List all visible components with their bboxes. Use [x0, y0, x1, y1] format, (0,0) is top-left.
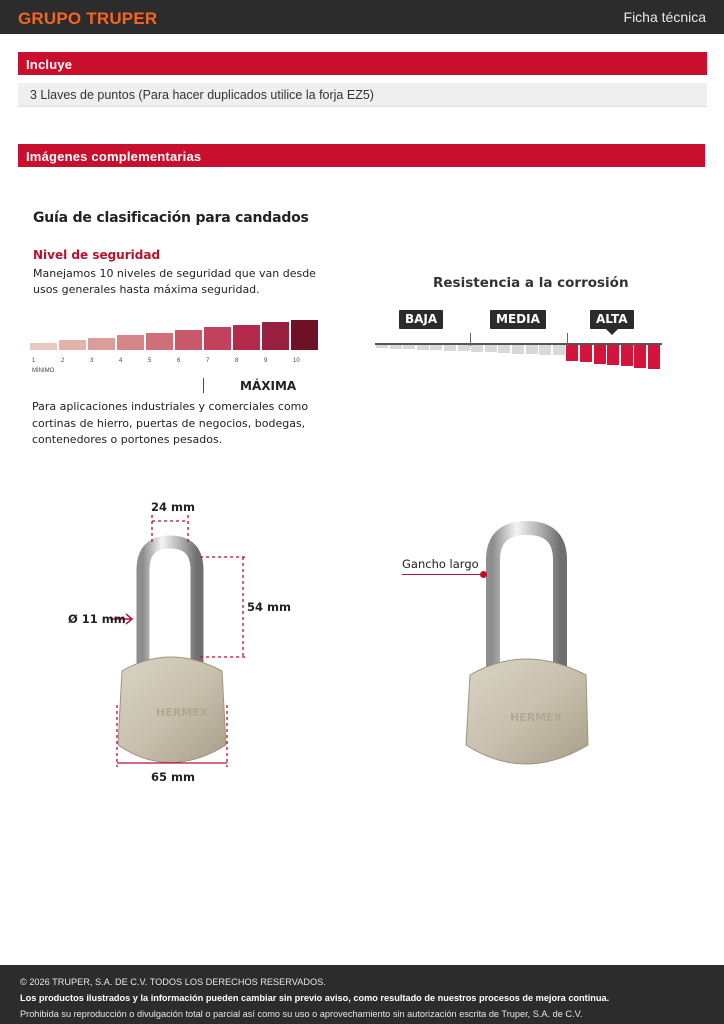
selected-level-description: Para aplicaciones industriales y comerciales como cortinas de hierro, puertas de negocios, bodegas, contenedores o portones pesados. [32, 400, 309, 446]
corrosion-segment [403, 345, 415, 349]
corrosion-segment [648, 345, 660, 369]
security-level-number: 5 [148, 358, 152, 364]
corrosion-segment [498, 345, 510, 353]
padlock-dimensions-illustration [60, 495, 260, 785]
includes-item: 3 Llaves de puntos (Para hacer duplicados utilice la forja EZ5) [18, 83, 707, 107]
includes-section-title: Incluye [18, 52, 707, 75]
security-level-bar [262, 322, 289, 350]
security-level-bar [146, 333, 173, 350]
security-level-bar [233, 325, 260, 350]
corrosion-segment [566, 345, 578, 361]
footer-notice: Los productos ilustrados y la información pueden cambiar sin previo aviso, como resultado de nuestros procesos de mejora continua. [20, 993, 610, 1003]
corrosion-segment [553, 345, 565, 355]
top-bar [0, 0, 724, 34]
footer [0, 965, 724, 1024]
corrosion-segment [485, 345, 497, 352]
brand-embossed-text: HERMEX [156, 706, 209, 719]
corrosion-tag-medium: MEDIA [490, 310, 546, 329]
corrosion-segment [594, 345, 606, 364]
feature-label: Gancho largo [402, 557, 479, 571]
corrosion-segment [376, 345, 388, 348]
feature-callout-line [402, 574, 482, 575]
corrosion-tag-high-label: ALTA [596, 312, 628, 326]
corrosion-segment [580, 345, 592, 362]
corrosion-segment [621, 345, 633, 366]
corrosion-title: Resistencia a la corrosión [433, 275, 629, 291]
security-level-title: Nivel de seguridad [33, 248, 161, 262]
selected-level-marker [203, 378, 204, 393]
footer-copyright: © 2026 TRUPER, S.A. DE C.V. TODOS LOS DERECHOS RESERVADOS. [20, 977, 326, 987]
brand-logo: GRUPO TRUPER [18, 9, 158, 28]
corrosion-divider [470, 333, 471, 346]
security-level-number: 6 [177, 358, 181, 364]
corrosion-segment [458, 345, 470, 351]
corrosion-tag-low: BAJA [399, 310, 443, 329]
security-level-number: 8 [235, 358, 239, 364]
security-level-description: Manejamos 10 niveles de seguridad que van desde usos generales hasta máxima seguridad. [33, 267, 316, 296]
corrosion-segment [539, 345, 551, 355]
guide-title: Guía de clasificación para candados [33, 210, 309, 226]
security-level-number: 10 [293, 358, 300, 364]
complementary-images-title: Imágenes complementarias [18, 144, 705, 167]
shackle-width-label: 24 mm [151, 500, 195, 514]
scale-min-label: MÍNIMO [32, 368, 55, 374]
corrosion-segment [444, 345, 456, 351]
security-level-bar [117, 335, 144, 350]
security-level-number: 4 [119, 358, 123, 364]
footer-legal: Prohibida su reproducción o divulgación total o parcial así como su uso o aprovechamiento sin autorización escrita de Truper, S.A. de C.V. [20, 1009, 583, 1019]
selected-level-label: MÁXIMA [240, 379, 297, 393]
security-level-bar [204, 327, 231, 350]
corrosion-segment [471, 345, 483, 352]
corrosion-divider [567, 333, 568, 346]
corrosion-segment [390, 345, 402, 349]
security-level-number: 2 [61, 358, 65, 364]
corrosion-tag-high [590, 310, 634, 329]
security-level-scale [30, 312, 320, 374]
security-level-bar [59, 340, 86, 350]
corrosion-segment [430, 345, 442, 350]
brand-embossed-text: HERMEX [510, 711, 563, 724]
corrosion-segment [607, 345, 619, 365]
document-type: Ficha técnica [623, 9, 706, 25]
corrosion-segment [512, 345, 524, 354]
security-level-number: 3 [90, 358, 94, 364]
shackle-diameter-label: Ø 11 mm [68, 612, 126, 626]
corrosion-segment [526, 345, 538, 354]
security-level-bar [88, 338, 115, 350]
corrosion-segment [417, 345, 429, 350]
shackle-height-label: 54 mm [247, 600, 291, 614]
security-level-number: 7 [206, 358, 210, 364]
security-level-bar [175, 330, 202, 350]
selected-arrow-icon [605, 328, 619, 335]
security-level-number: 1 [32, 358, 36, 364]
security-level-bar [291, 320, 318, 350]
body-width-label: 65 mm [151, 770, 195, 784]
security-level-number: 9 [264, 358, 268, 364]
corrosion-segment [634, 345, 646, 368]
feature-callout-dot [480, 571, 487, 578]
security-level-bar [30, 343, 57, 350]
